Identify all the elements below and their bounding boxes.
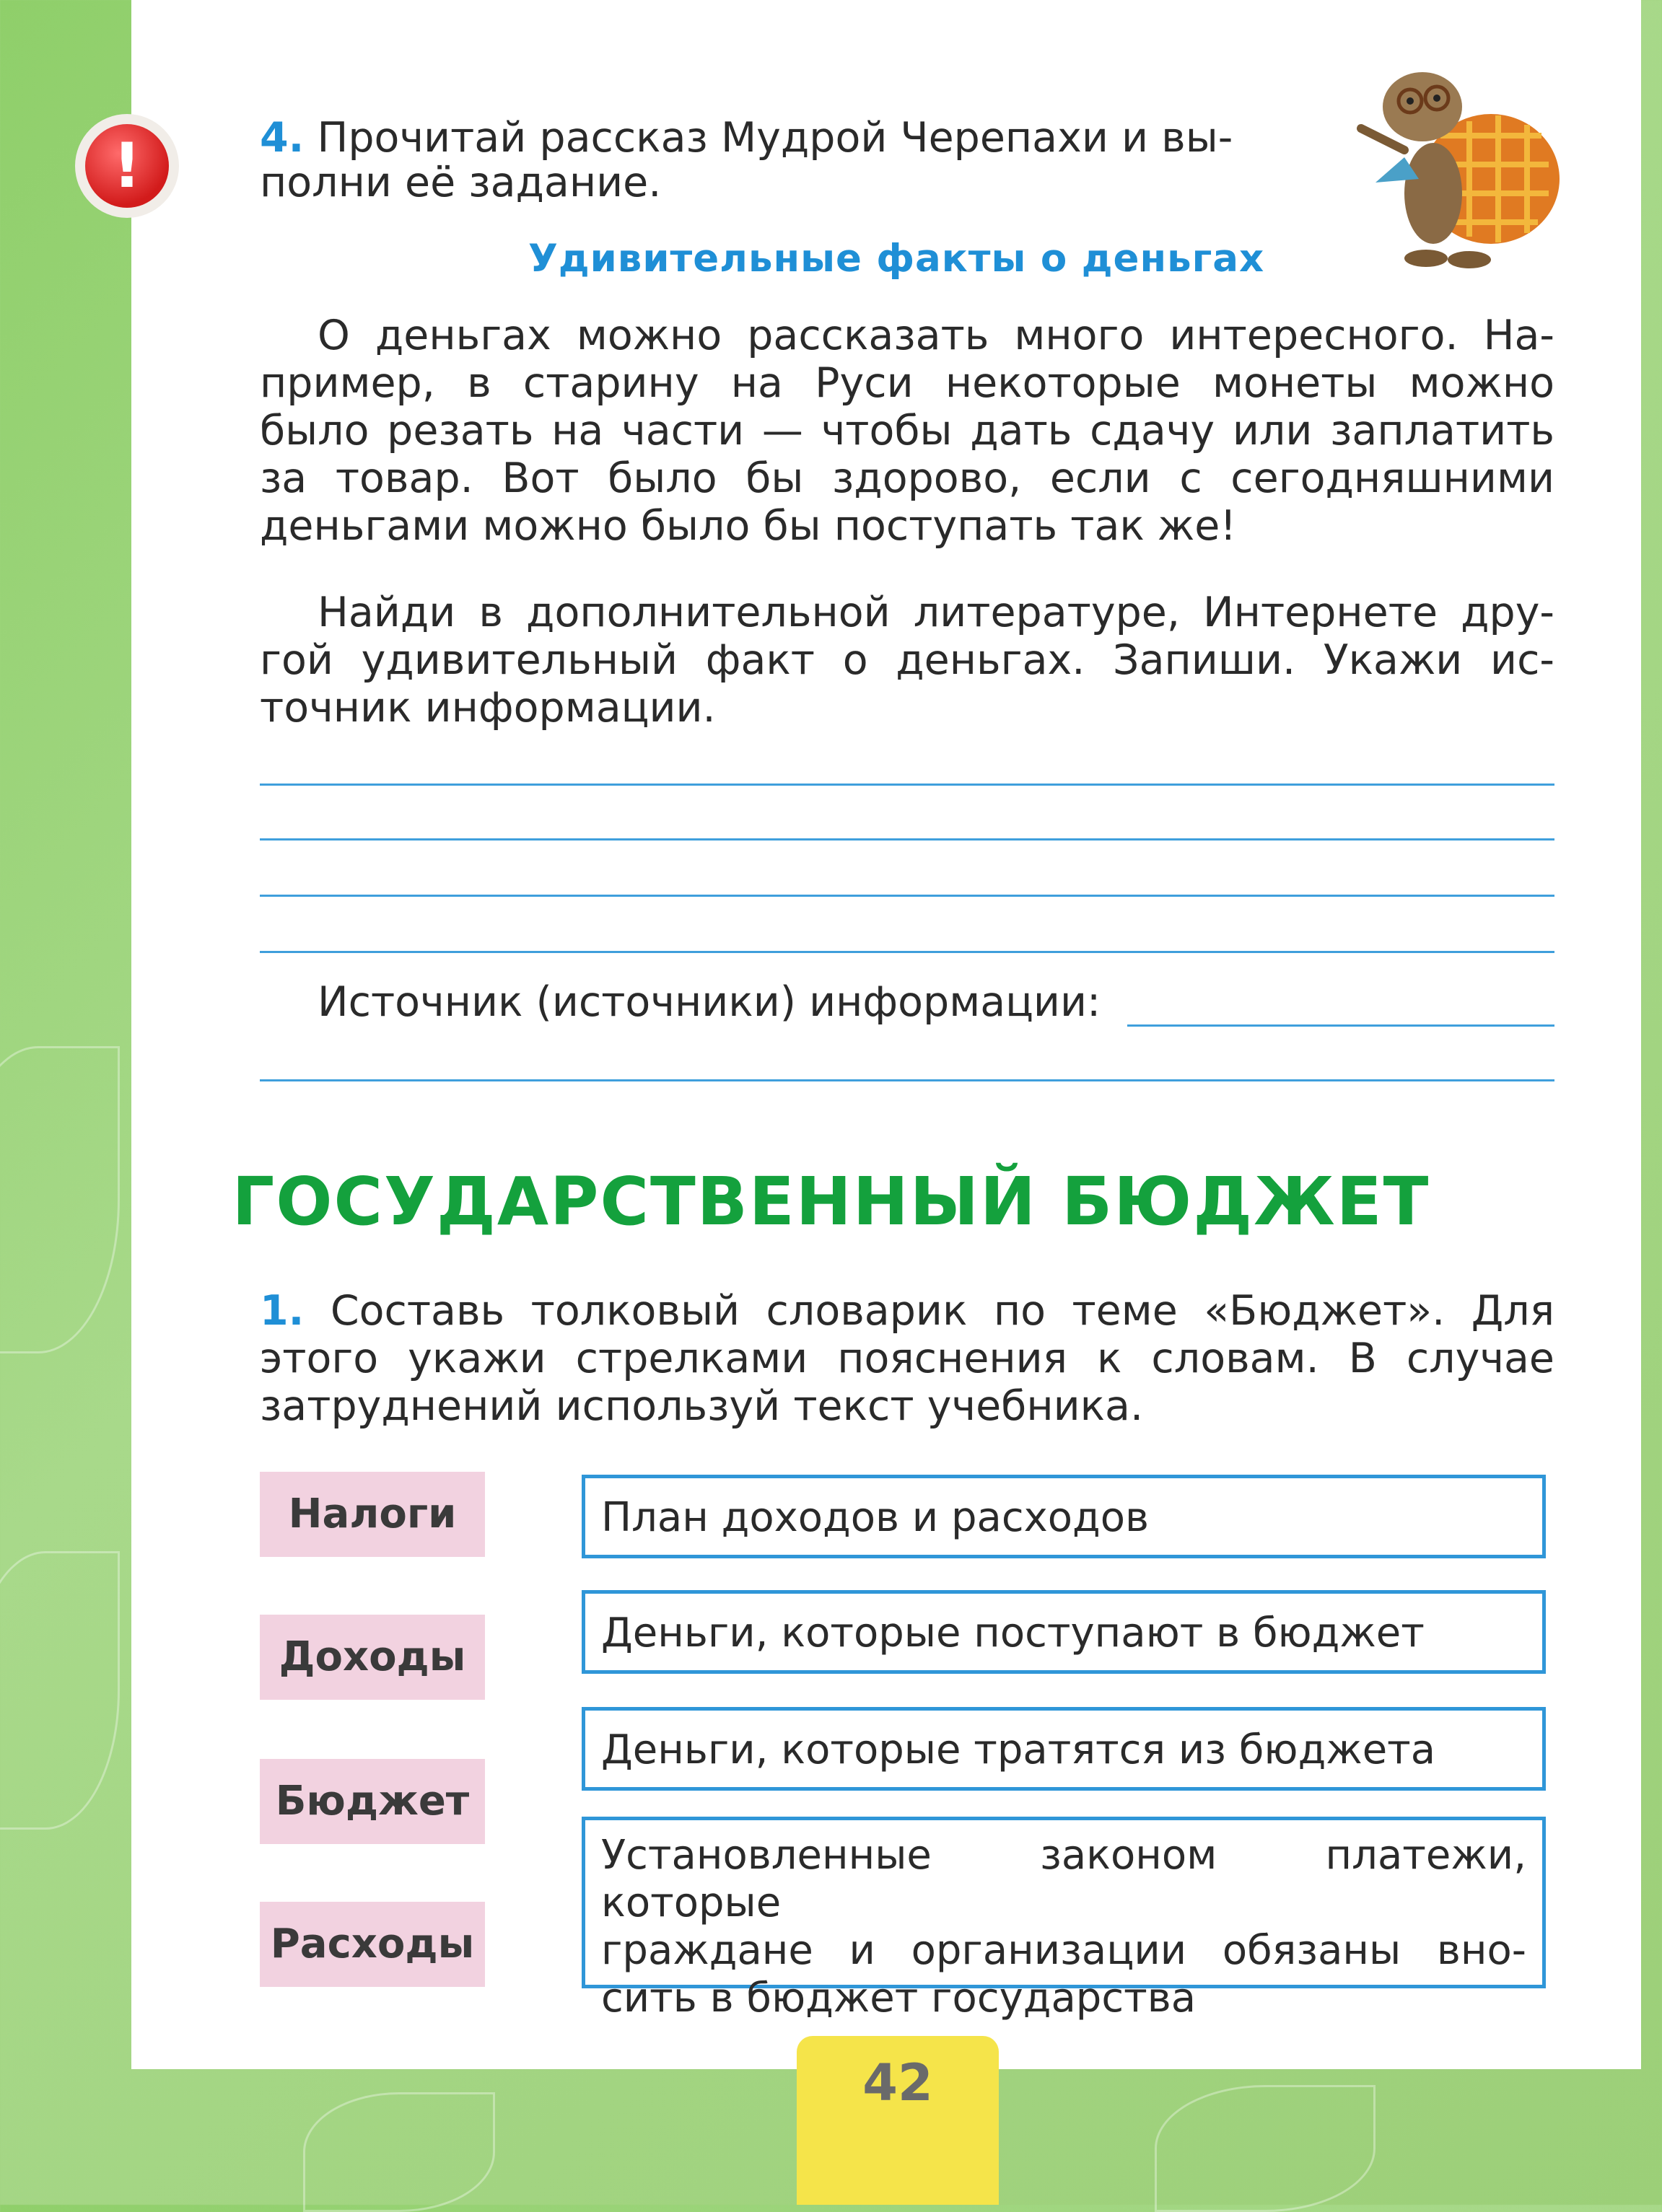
definition-line: План доходов и расходов [601,1494,1150,1541]
wise-turtle-illustration [1354,56,1570,273]
definition-line: Установленные законом платежи, которые [601,1832,1526,1926]
story-line: деньгами можно было бы поступать так же! [260,502,1237,550]
story-line: пример, в старину на Руси некоторые монеты можно [260,359,1554,407]
page-number: 42 [797,2036,999,2205]
task1-number: 1. [260,1287,305,1335]
definition-line: Деньги, которые тратятся из бюджета [601,1726,1436,1773]
task4-intro-line1: 4. Прочитай рассказ Мудрой Черепахи и вы- [260,114,1233,162]
term-income[interactable]: Доходы [260,1615,485,1700]
definition-line: Деньги, которые поступают в бюджет [601,1610,1425,1656]
answer-line[interactable] [260,1079,1554,1081]
term-budget[interactable]: Бюджет [260,1759,485,1844]
task1-intro-line: этого укажи стрелками пояснения к словам. В случае [260,1335,1554,1382]
definition-box[interactable] [582,1817,1546,2022]
answer-line[interactable] [260,951,1554,953]
definition-line: граждане и организации обязаны вно- [601,1927,1526,1974]
assignment-line: гой удивительный факт о деньгах. Запиши. Укажи ис- [260,636,1554,684]
definition-box[interactable] [582,1707,1546,1791]
story-line: было резать на части — чтобы дать сдачу или заплатить [260,407,1554,455]
definition-box[interactable] [582,1590,1546,1674]
task1-intro-line: 1. Составь толковый словарик по теме «Бюджет». Для [260,1287,1554,1335]
background-leaf [1155,2085,1375,2212]
assignment-line: Найди в дополнительной литературе, Интернете дру- [318,589,1554,636]
background-leaf [0,1551,120,1830]
term-taxes[interactable]: Налоги [260,1472,485,1557]
task4-number: 4. [260,114,305,162]
term-expenses[interactable]: Расходы [260,1902,485,1987]
assignment-line: точник информации. [260,684,716,732]
story-subtitle: Удивительные факты о деньгах [528,237,1265,281]
task4-intro-line2: полни её задание. [260,159,662,206]
section-title: ГОСУДАРСТВЕННЫЙ БЮДЖЕТ [232,1163,1430,1240]
answer-line[interactable] [260,895,1554,897]
story-line: О деньгах можно рассказать много интересного. На- [318,312,1554,359]
task1-intro-line: затруднений используй текст учебника. [260,1382,1144,1430]
source-label: Источник (источники) информации: [318,978,1101,1026]
source-answer-line[interactable] [1127,1024,1554,1027]
background-leaf [303,2092,495,2212]
answer-line[interactable] [260,784,1554,786]
answer-line[interactable] [260,838,1554,841]
definition-box[interactable] [582,1475,1546,1558]
definition-line: сить в бюджет государства [601,1975,1197,2022]
story-line: за товар. Вот было бы здорово, если с сегодняшними [260,455,1554,502]
exclamation-icon: ! [85,124,169,208]
important-badge [75,114,179,218]
